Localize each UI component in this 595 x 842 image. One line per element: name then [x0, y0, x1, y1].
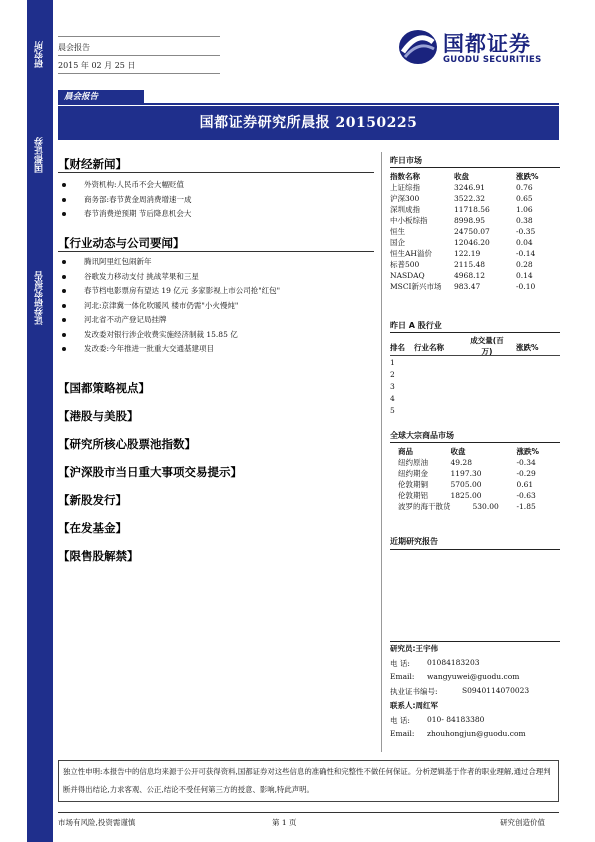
band-label: 晨会报告 [58, 90, 144, 104]
commodities-rule [390, 442, 560, 443]
table-row [390, 281, 560, 292]
rank-number: 5 [390, 406, 395, 415]
contact-email[interactable]: Email: zhouhongjun@guodu.com [390, 729, 526, 738]
bullet-icon [62, 275, 66, 279]
contact-phone: 电 话: 010- 84183380 [390, 715, 485, 725]
commodity-name: 伦敦期铜 [398, 480, 428, 489]
bullet-icon [62, 183, 66, 187]
column-divider [381, 152, 382, 752]
rank-number: 4 [390, 394, 395, 403]
table-row [390, 457, 561, 468]
bullet-icon [62, 318, 66, 322]
index-name: 国企 [390, 238, 405, 247]
index-name: NASDAQ [390, 271, 425, 280]
logo-text-cn: 国都证券 [443, 32, 531, 56]
page-number: 第 1 页 [272, 818, 297, 827]
close-value: 5705.00 [450, 480, 482, 489]
table-row [390, 490, 561, 501]
close-value: 11718.56 [454, 205, 490, 214]
table-header-row: 指数名称 收盘 涨跌% [390, 172, 539, 181]
change-pct: -0.14 [516, 249, 536, 258]
table-row [390, 193, 560, 204]
sidebar-label-institute: 研究所 [35, 41, 45, 69]
a-share-rank-list [390, 357, 395, 417]
section-rule [58, 251, 374, 252]
contact-person: 联系人:周红军 [390, 701, 438, 710]
band-rule [58, 103, 559, 105]
rank-number: 3 [390, 382, 395, 391]
contacts-rule [390, 641, 560, 642]
list-item[interactable]: 腾讯阿里红包闹新年 [62, 255, 280, 270]
index-name: 深圳成指 [390, 205, 420, 214]
change-pct: -0.29 [516, 469, 536, 478]
commodities-title: 全球大宗商品市场 [390, 431, 454, 440]
commodities-table-body [390, 457, 561, 512]
close-value: 983.47 [454, 282, 481, 291]
researcher-name: 研究员:王宇伟 [390, 644, 438, 653]
rank-number: 1 [390, 358, 395, 367]
close-value: 49.28 [450, 458, 472, 467]
footer-rule [58, 812, 559, 813]
change-pct: 0.61 [516, 480, 534, 489]
table-row [390, 182, 560, 193]
commodity-name: 纽约原油 [398, 458, 428, 467]
index-name: 恒生 [390, 227, 405, 236]
section-rule [58, 172, 374, 173]
bullet-icon [62, 347, 66, 351]
close-value: 2115.48 [454, 260, 486, 269]
table-row [390, 270, 560, 281]
change-pct: -1.85 [516, 502, 536, 511]
footer-slogan: 研究创造价值 [500, 818, 545, 827]
bullet-icon [62, 333, 66, 337]
change-pct: -0.63 [516, 491, 536, 500]
change-pct: 0.65 [516, 194, 533, 203]
close-value: 8998.95 [454, 216, 486, 225]
section-major-events: 【沪深股市当日重大事项交易提示】 [58, 465, 242, 479]
change-pct: -0.10 [516, 282, 536, 291]
bullet-icon [62, 260, 66, 264]
change-pct: 0.38 [516, 216, 533, 225]
market-table [390, 171, 560, 292]
sidebar-label-report: 证券研究报告 [35, 271, 45, 325]
a-share-title: 昨日 A 股行业 [390, 321, 442, 330]
logo-mark-icon [397, 26, 439, 68]
close-value: 12046.20 [454, 238, 490, 247]
change-pct: -0.34 [516, 458, 536, 467]
researcher-cert: 执业证书编号: S0940114070023 [390, 686, 530, 696]
sidebar-label-company: 国都证券 [35, 137, 45, 173]
change-pct: 0.28 [516, 260, 533, 269]
index-name: 恒生AH溢价 [390, 249, 432, 258]
close-value: 3246.91 [454, 183, 486, 192]
researcher-phone: 电 话: 01084183203 [390, 658, 480, 668]
commodities-table [390, 446, 561, 512]
section-funds: 【在发基金】 [58, 521, 127, 535]
market-table-body [390, 182, 560, 292]
index-name: 沪深300 [390, 194, 420, 203]
change-pct: 1.06 [516, 205, 533, 214]
index-name: 标普500 [390, 260, 420, 269]
commodity-name: 伦敦期铝 [398, 491, 428, 500]
index-name: 中小板综指 [390, 216, 428, 225]
industry-news-list [62, 255, 280, 357]
table-row [390, 468, 561, 479]
index-name: MSCI新兴市场 [390, 282, 442, 291]
list-item[interactable]: 春节档电影票房有望达 19 亿元 多家影视上市公司抢"红包" [62, 284, 280, 299]
close-value: 24750.07 [454, 227, 490, 236]
close-value: 530.00 [472, 502, 499, 511]
finance-news-list [62, 178, 192, 222]
section-industry: 【行业动态与公司要闻】 [58, 236, 185, 250]
change-pct: 0.04 [516, 238, 533, 247]
list-item[interactable]: 河北:京津冀一体化吹暖风 楼市仍需"小火慢炖" [62, 299, 280, 314]
close-value: 1825.00 [450, 491, 482, 500]
close-value: 1197.30 [450, 469, 482, 478]
bullet-icon [62, 212, 66, 216]
a-share-rule [390, 332, 560, 333]
logo-text-en: GUODU SECURITIES [443, 55, 542, 65]
list-item[interactable]: 发改委对银行涉企收费实施经济制裁 15.85 亿 [62, 328, 280, 343]
table-row [390, 501, 561, 512]
recent-reports-rule [390, 549, 560, 550]
table-row [390, 248, 560, 259]
change-pct: 0.76 [516, 183, 533, 192]
section-finance-news: 【财经新闻】 [58, 157, 127, 171]
section-strategy: 【国都策略视点】 [58, 381, 150, 395]
rank-number: 2 [390, 370, 395, 379]
market-title: 昨日市场 [390, 156, 422, 165]
close-value: 4968.12 [454, 271, 486, 280]
list-item[interactable]: 外资机构:人民币不会大幅贬值 [62, 178, 192, 193]
change-pct: -0.35 [516, 227, 536, 236]
header-rule-top [58, 36, 220, 37]
close-value: 3522.32 [454, 194, 486, 203]
disclaimer-box: 独立性申明:本报告中的信息均来源于公开可获得资料,国都证券对这些信息的准确性和完整性不做任何保证。分析逻辑基于作者的职业理解,通过合理判断并得出结论,力求客观、公正,结论不受任何第三方的授意、影响,特此声明。 [58, 760, 559, 802]
table-row [390, 259, 560, 270]
section-hk-us: 【港股与美股】 [58, 409, 139, 423]
market-rule [390, 167, 560, 168]
bullet-icon [62, 304, 66, 308]
sidebar-band [27, 0, 53, 842]
report-date: 2015 年 02 月 25 日 [58, 61, 136, 70]
table-header-row: 商品 收盘 涨跌% [398, 447, 540, 456]
list-item[interactable]: 春节消费逆预期 节后降息机会大 [62, 207, 192, 222]
a-share-header: 排名 行业名称 成交量(百万) 涨跌% [390, 336, 539, 356]
bullet-icon [62, 289, 66, 293]
list-item[interactable]: 发改委:今年推进一批重大交通基建项目 [62, 342, 280, 357]
list-item[interactable]: 商务部:春节黄金周消费增速一成 [62, 193, 192, 208]
list-item[interactable]: 谷歌发力移动支付 挑战苹果和三星 [62, 270, 280, 285]
commodity-name: 纽约期金 [398, 469, 428, 478]
table-row [390, 237, 560, 248]
footer-risk-note: 市场有风险,投资需谨慎 [58, 818, 136, 827]
bullet-icon [62, 198, 66, 202]
section-lockup: 【限售股解禁】 [58, 549, 139, 563]
close-value: 122.19 [454, 249, 481, 258]
table-row [390, 479, 561, 490]
page-title: 国都证券研究所晨报 20150225 [58, 106, 559, 140]
section-core-pool: 【研究所核心股票池指数】 [58, 437, 196, 451]
header-rule-bottom [58, 73, 220, 74]
change-pct: 0.14 [516, 271, 533, 280]
section-ipo: 【新股发行】 [58, 493, 127, 507]
list-item[interactable]: 河北省不动产登记局挂牌 [62, 313, 280, 328]
recent-reports-title: 近期研究报告 [390, 537, 438, 546]
company-logo [397, 26, 557, 70]
report-type: 晨会报告 [58, 43, 90, 52]
table-row [390, 215, 560, 226]
index-name: 上证综指 [390, 183, 420, 192]
table-row [390, 226, 560, 237]
researcher-email[interactable]: Email: wangyuwei@guodu.com [390, 672, 520, 681]
header-rule-mid [58, 55, 220, 56]
table-row [390, 204, 560, 215]
commodity-name: 波罗的海干散货 [398, 502, 451, 511]
a-share-sub-rule [390, 355, 560, 356]
